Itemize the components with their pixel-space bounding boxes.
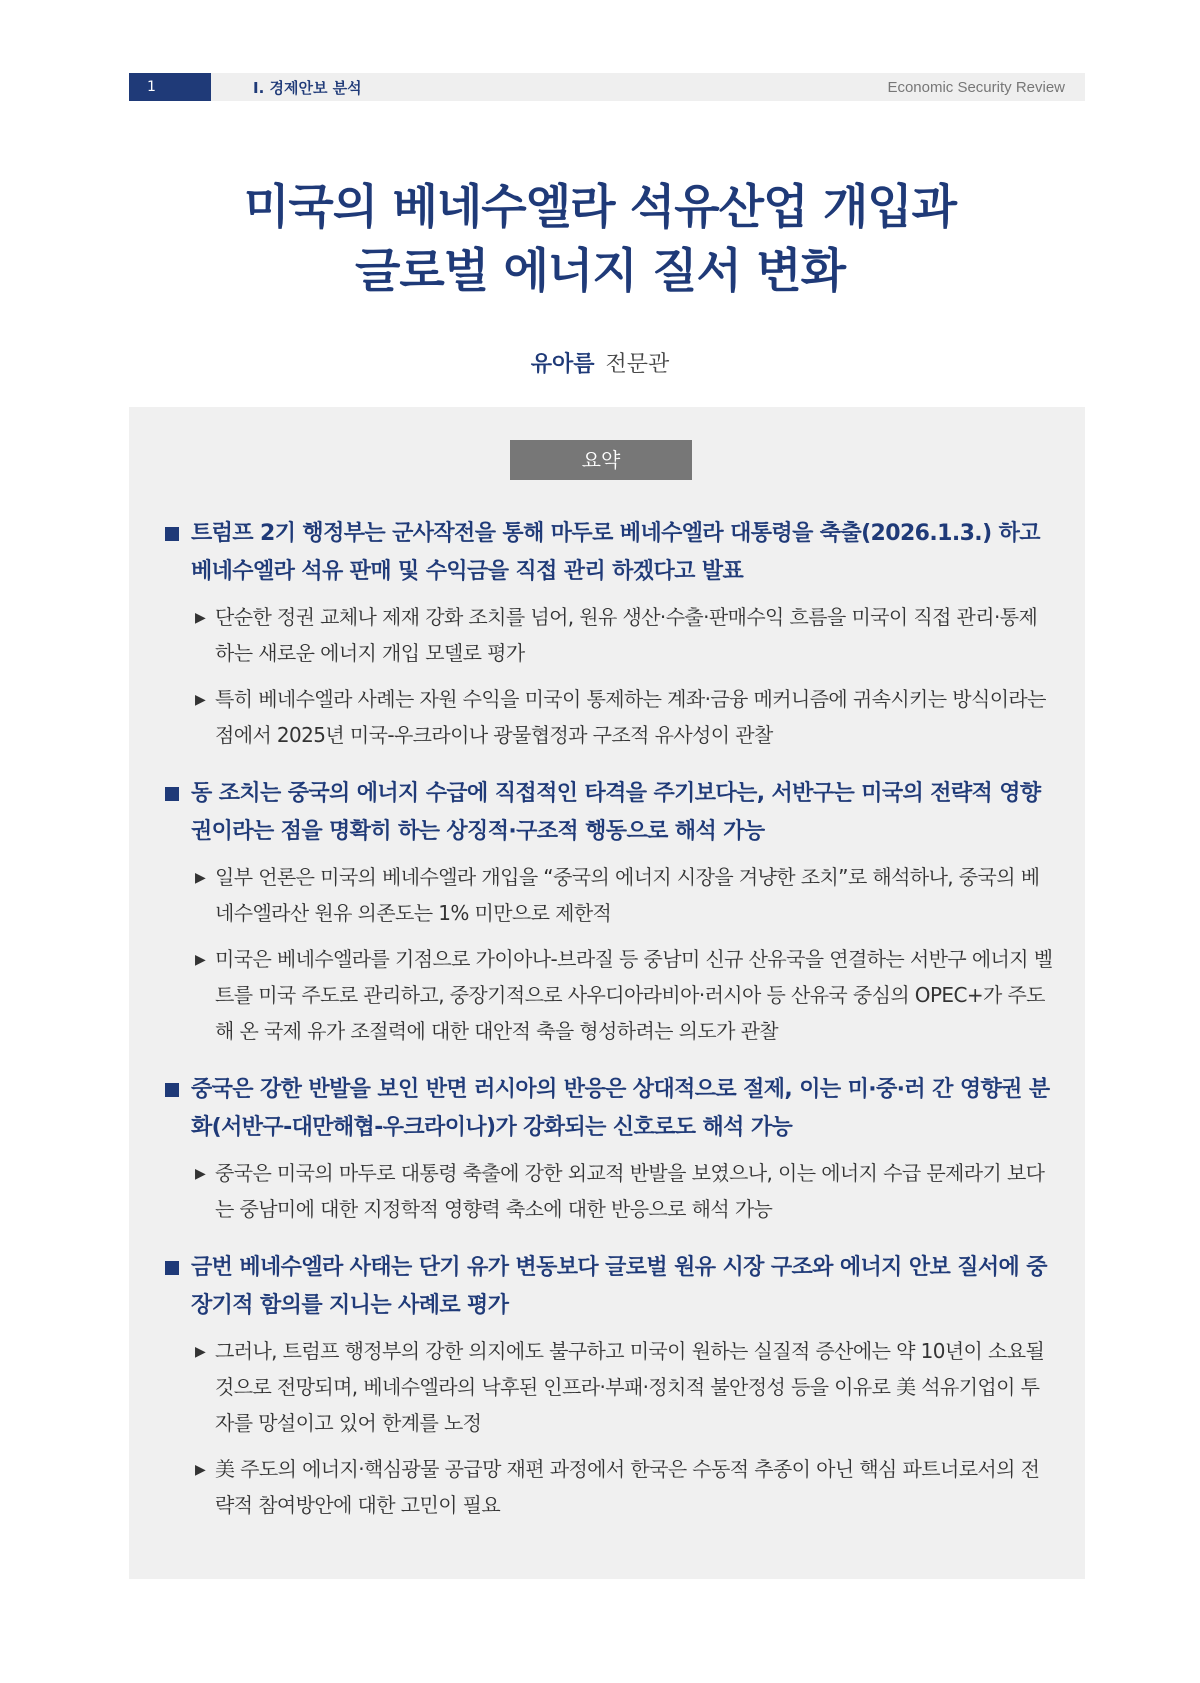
- page-number: 1: [129, 73, 211, 101]
- summary-item: [165, 515, 1055, 753]
- square-bullet-icon: [165, 1261, 179, 1275]
- square-bullet-icon: [165, 527, 179, 541]
- summary-heading: [165, 1249, 1055, 1325]
- square-bullet-icon: [165, 1083, 179, 1097]
- bullet-list: [165, 599, 1055, 753]
- summary-item: [165, 775, 1055, 1049]
- triangle-bullet-icon: ▶: [195, 1462, 206, 1478]
- triangle-bullet-icon: ▶: [195, 610, 206, 626]
- bullet-text: 특히 베네수엘라 사례는 자원 수익을 미국이 통제하는 계좌·금융 메커니즘에 귀속시키는 방식이라는 점에서 2025년 미국-우크라이나 광물협정과 구조적 유사성이 관찰: [215, 687, 1046, 747]
- bullet-text: 그러나, 트럼프 행정부의 강한 의지에도 불구하고 미국이 원하는 실질적 증산에는 약 10년이 소요될 것으로 전망되며, 베네수엘라의 낙후된 인프라·부패·정치적 불안정성 등을 이유로 美 석유기업이 투자를 망설이고 있어 한계를 노정: [215, 1339, 1045, 1435]
- bullet-item: [195, 941, 1055, 1049]
- journal-name: Economic Security Review: [887, 78, 1065, 96]
- bullet-list: [165, 1155, 1055, 1227]
- summary-item: [165, 1071, 1055, 1227]
- author-line: [0, 347, 1200, 378]
- bullet-item: [195, 1333, 1055, 1441]
- title-line-2: 글로벌 에너지 질서 변화: [354, 244, 846, 299]
- triangle-bullet-icon: ▶: [195, 1166, 206, 1182]
- summary-heading-text: 동 조치는 중국의 에너지 수급에 직접적인 타격을 주기보다는, 서반구는 미국의 전략적 영향권이라는 점을 명확히 하는 상징적·구조적 행동으로 해석 가능: [191, 781, 1041, 844]
- bullet-list: [165, 1333, 1055, 1523]
- page-title: [0, 176, 1200, 304]
- author-role: 전문관: [605, 352, 670, 377]
- author-name: 유아름: [530, 352, 595, 377]
- summary-item: [165, 1249, 1055, 1523]
- summary-heading: [165, 515, 1055, 591]
- bullet-item: [195, 681, 1055, 753]
- bullet-text: 단순한 정권 교체나 제재 강화 조치를 넘어, 원유 생산·수출·판매수익 흐름을 미국이 직접 관리·통제하는 새로운 에너지 개입 모델로 평가: [215, 605, 1038, 665]
- title-line-1: 미국의 베네수엘라 석유산업 개입과: [243, 180, 957, 235]
- bullet-item: [195, 1155, 1055, 1227]
- summary-heading-text: 금번 베네수엘라 사태는 단기 유가 변동보다 글로벌 원유 시장 구조와 에너지 안보 질서에 중장기적 함의를 지니는 사례로 평가: [191, 1255, 1047, 1318]
- triangle-bullet-icon: ▶: [195, 952, 206, 968]
- bullet-item: [195, 1451, 1055, 1523]
- bullet-list: [165, 859, 1055, 1049]
- bullet-text: 중국은 미국의 마두로 대통령 축출에 강한 외교적 반발을 보였으나, 이는 에너지 수급 문제라기 보다는 중남미에 대한 지정학적 영향력 축소에 대한 반응으로 해석 가능: [215, 1161, 1045, 1221]
- summary-heading-text: 중국은 강한 반발을 보인 반면 러시아의 반응은 상대적으로 절제, 이는 미·중·러 간 영향권 분화(서반구-대만해협-우크라이나)가 강화되는 신호로도 해석 가능: [191, 1077, 1050, 1140]
- summary-heading: [165, 1071, 1055, 1147]
- summary-tag: 요약: [510, 440, 692, 480]
- page-header: [129, 73, 1085, 101]
- bullet-text: 美 주도의 에너지·핵심광물 공급망 재편 과정에서 한국은 수동적 추종이 아닌 핵심 파트너로서의 전략적 참여방안에 대한 고민이 필요: [215, 1457, 1040, 1517]
- summary-items: [165, 515, 1055, 1545]
- bullet-item: [195, 859, 1055, 931]
- summary-heading: [165, 775, 1055, 851]
- summary-heading-text: 트럼프 2기 행정부는 군사작전을 통해 마두로 베네수엘라 대통령을 축출(2026.1.3.) 하고 베네수엘라 석유 판매 및 수익금을 직접 관리 하겠다고 발표: [191, 521, 1040, 584]
- bullet-text: 일부 언론은 미국의 베네수엘라 개입을 “중국의 에너지 시장을 겨냥한 조치”로 해석하나, 중국의 베네수엘라산 원유 의존도는 1% 미만으로 제한적: [215, 865, 1040, 925]
- bullet-text: 미국은 베네수엘라를 기점으로 가이아나-브라질 등 중남미 신규 산유국을 연결하는 서반구 에너지 벨트를 미국 주도로 관리하고, 중장기적으로 사우디아라비아·러시아 등 산유국 중심의 OPEC+가 주도해 온 국제 유가 조절력에 대한 대안적 축을 형성하려는 의도가 관찰: [215, 947, 1053, 1043]
- triangle-bullet-icon: ▶: [195, 692, 206, 708]
- section-label: Ⅰ. 경제안보 분석: [253, 78, 362, 97]
- bullet-item: [195, 599, 1055, 671]
- triangle-bullet-icon: ▶: [195, 1344, 206, 1360]
- triangle-bullet-icon: ▶: [195, 870, 206, 886]
- summary-box: [129, 407, 1085, 1579]
- square-bullet-icon: [165, 787, 179, 801]
